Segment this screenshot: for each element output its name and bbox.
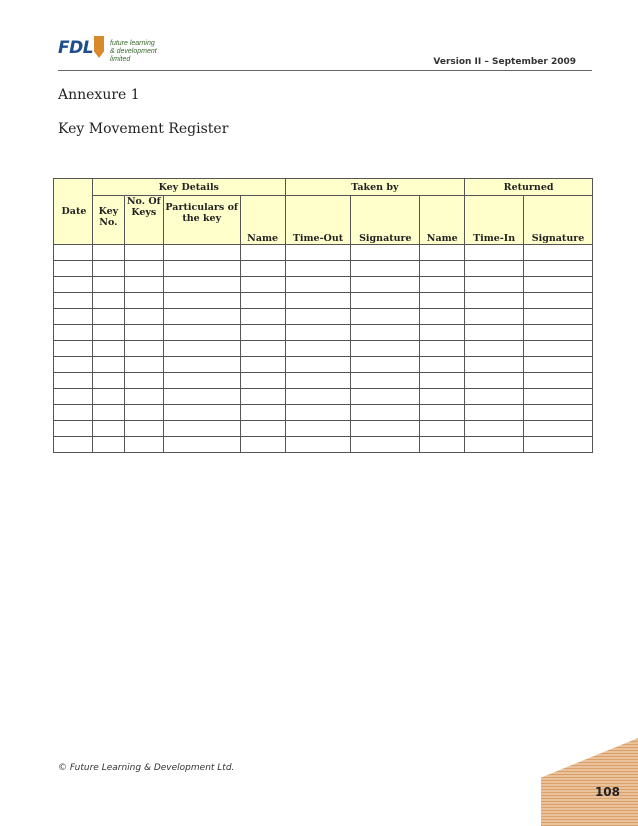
table-row	[54, 245, 593, 261]
table-cell	[524, 293, 593, 309]
table-row	[54, 437, 593, 453]
table-cell	[92, 309, 124, 325]
version-label: Version II – September 2009	[433, 57, 576, 67]
col-returned-signature: Signature	[524, 196, 593, 245]
table-cell	[92, 421, 124, 437]
table-cell	[285, 421, 351, 437]
page-number: 108	[594, 785, 620, 799]
table-cell	[285, 373, 351, 389]
table-cell	[524, 277, 593, 293]
table-cell	[285, 293, 351, 309]
table-row	[54, 405, 593, 421]
table-row	[54, 309, 593, 325]
table-cell	[465, 293, 524, 309]
logo-shield-icon	[94, 36, 104, 58]
table-cell	[92, 245, 124, 261]
table-cell	[240, 293, 285, 309]
col-key-no: Key No.	[92, 196, 124, 245]
header-divider	[58, 70, 592, 71]
table-cell	[465, 309, 524, 325]
table-cell	[351, 357, 420, 373]
col-no-of-keys: No. Of Keys	[124, 196, 163, 245]
table-cell	[240, 261, 285, 277]
table-cell	[54, 245, 93, 261]
col-particulars: Particulars of the key	[163, 196, 240, 245]
table-cell	[124, 245, 163, 261]
table-cell	[420, 357, 465, 373]
table-cell	[420, 309, 465, 325]
table-cell	[420, 245, 465, 261]
table-cell	[524, 437, 593, 453]
table-cell	[465, 421, 524, 437]
table-cell	[351, 405, 420, 421]
table-cell	[124, 389, 163, 405]
table-cell	[465, 325, 524, 341]
table-row	[54, 293, 593, 309]
table-cell	[124, 373, 163, 389]
table-cell	[285, 245, 351, 261]
table-cell	[420, 389, 465, 405]
col-time-out: Time-Out	[285, 196, 351, 245]
table-cell	[465, 405, 524, 421]
key-movement-table	[53, 178, 593, 453]
table-row	[54, 421, 593, 437]
col-returned-name: Name	[420, 196, 465, 245]
annexure-heading: Annexure 1	[58, 87, 140, 103]
table-cell	[285, 309, 351, 325]
table-cell	[124, 293, 163, 309]
table-cell	[240, 325, 285, 341]
table-body	[54, 245, 593, 453]
table-cell	[351, 421, 420, 437]
table-cell	[285, 405, 351, 421]
table-cell	[54, 309, 93, 325]
table-cell	[240, 341, 285, 357]
table-cell	[465, 389, 524, 405]
table-cell	[420, 421, 465, 437]
table-cell	[163, 437, 240, 453]
register-title: Key Movement Register	[58, 121, 229, 137]
table-cell	[92, 341, 124, 357]
table-cell	[92, 357, 124, 373]
table-cell	[240, 421, 285, 437]
table-cell	[54, 325, 93, 341]
table-cell	[465, 261, 524, 277]
table-cell	[163, 277, 240, 293]
table-cell	[163, 245, 240, 261]
table-cell	[240, 373, 285, 389]
table-row	[54, 389, 593, 405]
table-cell	[54, 357, 93, 373]
table-cell	[285, 277, 351, 293]
table-cell	[54, 437, 93, 453]
table-cell	[240, 389, 285, 405]
group-returned: Returned	[465, 179, 593, 196]
table-cell	[92, 437, 124, 453]
table-cell	[524, 261, 593, 277]
page-number-panel	[541, 738, 638, 826]
table-cell	[285, 325, 351, 341]
table-cell	[351, 277, 420, 293]
table-cell	[92, 293, 124, 309]
col-date: Date	[54, 179, 93, 245]
table-cell	[351, 245, 420, 261]
table-row	[54, 357, 593, 373]
table-cell	[420, 261, 465, 277]
table-cell	[240, 245, 285, 261]
table-cell	[420, 373, 465, 389]
table-cell	[524, 341, 593, 357]
table-cell	[163, 293, 240, 309]
table-cell	[124, 309, 163, 325]
logo-subtitle	[110, 40, 178, 64]
table-cell	[92, 405, 124, 421]
table-cell	[524, 389, 593, 405]
table-cell	[524, 325, 593, 341]
col-time-in: Time-In	[465, 196, 524, 245]
table-cell	[285, 341, 351, 357]
table-cell	[163, 341, 240, 357]
table-cell	[351, 341, 420, 357]
table-cell	[420, 341, 465, 357]
table-row	[54, 261, 593, 277]
table-cell	[163, 325, 240, 341]
table-cell	[54, 373, 93, 389]
footer-copyright: © Future Learning & Development Ltd.	[58, 763, 235, 773]
table-cell	[92, 261, 124, 277]
table-cell	[163, 261, 240, 277]
table-row	[54, 341, 593, 357]
table-cell	[420, 325, 465, 341]
table-cell	[351, 293, 420, 309]
table-cell	[351, 373, 420, 389]
group-taken-by: Taken by	[285, 179, 465, 196]
table-cell	[124, 357, 163, 373]
table-cell	[465, 245, 524, 261]
table-cell	[124, 437, 163, 453]
table-cell	[163, 421, 240, 437]
table-cell	[163, 405, 240, 421]
table-cell	[92, 389, 124, 405]
table-cell	[240, 309, 285, 325]
table-cell	[124, 421, 163, 437]
table-cell	[465, 277, 524, 293]
table-cell	[465, 437, 524, 453]
table-cell	[54, 261, 93, 277]
table-cell	[524, 357, 593, 373]
table-row	[54, 277, 593, 293]
table-cell	[240, 405, 285, 421]
col-taken-name: Name	[240, 196, 285, 245]
table-cell	[524, 245, 593, 261]
table-cell	[420, 405, 465, 421]
table-cell	[285, 261, 351, 277]
table-cell	[124, 341, 163, 357]
table-cell	[524, 373, 593, 389]
table-cell	[524, 405, 593, 421]
table-row	[54, 373, 593, 389]
table-cell	[54, 421, 93, 437]
table-cell	[465, 341, 524, 357]
table-cell	[92, 277, 124, 293]
table-cell	[420, 277, 465, 293]
table-cell	[163, 309, 240, 325]
logo-subtitle-line1: future learning	[110, 40, 155, 47]
table-cell	[420, 437, 465, 453]
table-cell	[54, 277, 93, 293]
table-cell	[465, 373, 524, 389]
table-cell	[124, 325, 163, 341]
table-cell	[351, 437, 420, 453]
company-logo	[58, 36, 178, 64]
table-cell	[285, 357, 351, 373]
table-cell	[124, 261, 163, 277]
table-cell	[163, 389, 240, 405]
table-cell	[54, 293, 93, 309]
table-cell	[465, 357, 524, 373]
table-cell	[92, 325, 124, 341]
table-cell	[240, 357, 285, 373]
logo-text: FDL	[58, 38, 94, 58]
group-key-details: Key Details	[92, 179, 285, 196]
table-cell	[54, 341, 93, 357]
table-cell	[163, 373, 240, 389]
table-cell	[54, 389, 93, 405]
table-cell	[285, 437, 351, 453]
table-cell	[524, 421, 593, 437]
table-cell	[351, 389, 420, 405]
table-cell	[92, 373, 124, 389]
table-cell	[420, 293, 465, 309]
table-cell	[351, 261, 420, 277]
table-cell	[285, 389, 351, 405]
table-cell	[351, 325, 420, 341]
logo-subtitle-line2: & development limited	[110, 48, 157, 63]
table-cell	[124, 405, 163, 421]
table-row	[54, 325, 593, 341]
table-cell	[240, 277, 285, 293]
table-cell	[524, 309, 593, 325]
col-taken-signature: Signature	[351, 196, 420, 245]
table-cell	[124, 277, 163, 293]
table-cell	[163, 357, 240, 373]
table-cell	[351, 309, 420, 325]
table-cell	[240, 437, 285, 453]
table-cell	[54, 405, 93, 421]
